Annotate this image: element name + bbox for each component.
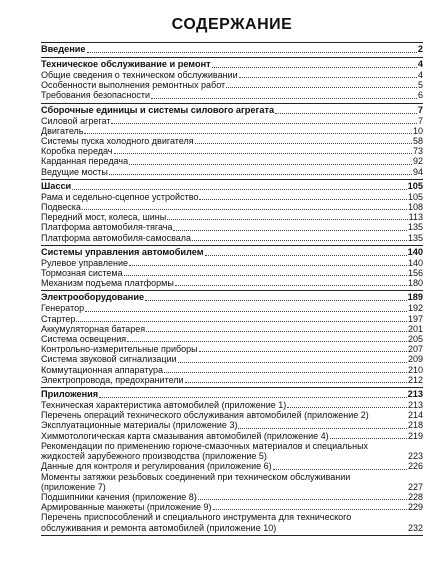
toc-entry[interactable] [41,146,423,156]
page-number: 140 [407,246,423,257]
toc-entry[interactable] [41,202,423,212]
toc-entry[interactable] [41,400,423,410]
page-number: 7 [417,115,423,126]
toc-entry[interactable] [41,212,423,222]
page-number: 180 [407,278,423,289]
section-heading-label: Техническое обслуживание и ремонт [41,59,211,69]
toc-entry-label: Платформа автомобиля-самосвала [41,232,192,243]
toc-section [41,180,423,246]
toc-entry[interactable] [41,354,423,364]
leader-dots [124,275,407,276]
leader-dots [87,52,417,53]
section-heading[interactable] [41,292,423,303]
toc-entry[interactable] [41,365,423,375]
page-number: 4 [417,70,423,80]
toc-entry[interactable] [41,126,423,136]
toc-entry-label: Генератор [41,303,85,314]
toc-entry[interactable] [41,90,423,100]
toc-entry[interactable] [41,512,423,532]
page-number: 58 [412,136,423,147]
page-number: 10 [412,125,423,136]
leader-dots [226,87,417,88]
toc-section [41,104,423,180]
leader-dots [151,98,417,99]
toc-entry-label: Аккумуляторная батарея [41,323,146,334]
leader-dots [72,189,406,190]
toc-entry[interactable] [41,420,423,430]
toc-entry-label: Электропровода, предохранители [41,374,184,385]
leader-dots [173,230,407,231]
leader-dots [205,255,407,256]
toc-section [41,291,423,388]
page-number: 135 [407,232,423,243]
leader-dots [76,321,407,322]
page-number: 4 [417,59,423,69]
page-number: 108 [407,202,423,213]
leader-dots [199,351,407,352]
page-number: 218 [407,420,423,431]
toc-entry-label: Двигатель [41,125,84,136]
page-number: 201 [407,323,423,334]
page-number: 7 [417,104,423,115]
toc-entry[interactable] [41,233,423,243]
section-heading-label: Введение [41,44,86,54]
leader-dots [185,382,407,383]
toc-entry[interactable] [41,192,423,202]
section-heading[interactable] [41,389,423,400]
toc-entry-label: Тормозная система [41,268,123,279]
toc-entry[interactable] [41,136,423,146]
toc-entry[interactable] [41,492,423,502]
page-number: 213 [407,389,423,400]
page-number: 140 [407,257,423,268]
toc-entry-label: Контрольно-измерительные приборы [41,344,198,355]
toc-entry[interactable] [41,268,423,278]
toc-entry-label: Требования безопасности [41,90,151,101]
leader-dots [109,174,412,175]
leader-dots [146,331,407,332]
leader-dots [192,240,407,241]
toc-entry[interactable] [41,441,423,461]
toc-entry-label: Рама и седельно-сцепное устройство [41,191,199,202]
section-heading[interactable] [41,44,423,55]
toc-entry[interactable] [41,324,423,334]
toc-entry-label: Общие сведения о техническом обслуживании [41,70,238,80]
leader-dots [114,153,412,154]
page-number: 189 [407,292,423,303]
page-number: 232 [407,522,423,533]
section-heading[interactable] [41,59,423,70]
toc-entry[interactable] [41,461,423,471]
page-number: 210 [407,364,423,375]
section-heading[interactable] [41,247,423,258]
toc-entry[interactable] [41,156,423,166]
leader-dots [99,397,407,398]
leader-dots [287,407,407,408]
toc-section [41,58,423,104]
toc-entry[interactable] [41,222,423,232]
toc-section [41,388,423,536]
leader-dots [178,362,407,363]
page-number: 213 [407,400,423,411]
page-number: 214 [407,410,423,421]
toc-entry-label: Химмотологическая карта смазывания автомобилей (приложение 4) [41,430,329,441]
leader-dots [84,133,412,134]
page-number: 5 [417,80,423,91]
section-heading-label: Шасси [41,180,72,191]
toc-entry[interactable] [41,472,423,492]
toc-entry-label: Рекомендации по применению горюче-смазочных материалов и специальных жидкостей зарубежного производства (приложение 5) [41,440,369,462]
leader-dots [145,300,407,301]
toc-entry-label: Карданная передача [41,156,129,167]
leader-dots [167,219,407,220]
section-heading-label: Сборочные единицы и системы силового агрегата [41,104,275,115]
page-number: 105 [407,180,423,191]
page-number: 113 [408,212,423,223]
page-number: 92 [412,156,423,167]
section-heading-label: Системы управления автомобилем [41,246,204,257]
leader-dots [273,469,407,470]
page-number: 226 [407,461,423,472]
leader-dots [164,372,407,373]
toc-entry-label: Подвеска [41,202,81,213]
leader-dots [275,113,417,114]
section-heading[interactable] [41,181,423,192]
toc-entry-label: Коммутационная аппаратура [41,364,163,375]
toc-entry-label: Платформа автомобиля-тягача [41,222,173,233]
page-number: 192 [407,303,423,314]
page-number: 207 [407,344,423,355]
toc-entry[interactable] [41,80,423,90]
toc-entry-label: Армированные манжеты (приложение 9) [41,502,212,513]
page-number: 219 [407,430,423,441]
page-number: 209 [407,354,423,365]
toc-entry[interactable] [41,410,423,420]
section-heading[interactable] [41,105,423,116]
toc-entry-label: Ведущие мосты [41,166,108,177]
page-title: СОДЕРЖАНИЕ [171,16,293,33]
leader-dots [111,123,417,124]
page-number: 223 [407,451,423,462]
leader-dots [199,199,407,200]
toc-entry-label: Эксплуатационные материалы (приложение 3) [41,420,238,431]
leader-dots [85,311,407,312]
toc-section [41,43,423,58]
toc-entry-label: Система звуковой сигнализации [41,354,177,365]
page-number: 156 [407,268,423,279]
toc-entry-label: Стартер [41,313,76,324]
toc-entry-label: Перечень операций технического обслуживания автомобилей (приложение 2) [41,410,369,421]
leader-dots [212,67,417,68]
toc-entry-label: Рулевое управление [41,257,128,268]
toc-entry[interactable] [41,344,423,354]
toc-entry-label: Моменты затяжки резьбовых соединений при техническом обслуживании (приложение 7) [41,471,351,492]
toc-entry[interactable] [41,116,423,126]
toc-entry[interactable] [41,303,423,313]
table-of-contents [41,42,423,536]
toc-entry[interactable] [41,502,423,512]
leader-dots [239,77,417,78]
leader-dots [129,265,407,266]
toc-entry-label: Подшипники качения (приложение 8) [41,491,197,502]
page-number: 6 [417,90,423,101]
toc-entry-label: Системы пуска холодного двигателя [41,136,194,147]
toc-entry-label: Техническая характеристика автомобилей (приложение 1) [41,400,287,411]
section-heading-label: Электрооборудование [41,292,145,303]
page-number: 212 [407,374,423,385]
toc-entry[interactable] [41,70,423,80]
toc-entry[interactable] [41,431,423,441]
toc-entry-label: Система освещения [41,334,127,345]
toc-entry-label: Коробка передач [41,146,113,157]
toc-entry-label: Данные для контроля и регулирования (приложение 6) [41,461,272,472]
page-number: 229 [407,502,423,513]
leader-dots [213,509,407,510]
toc-entry[interactable] [41,375,423,385]
toc-entry[interactable] [41,167,423,177]
leader-dots [127,341,407,342]
page-number: 227 [407,481,423,492]
leader-dots [198,499,407,500]
leader-dots [175,285,407,286]
leader-dots [238,428,407,429]
toc-entry-label: Механизм подъема платформы [41,278,174,289]
leader-dots [82,209,407,210]
toc-section [41,246,423,292]
page-number: 135 [407,222,423,233]
leader-dots [195,143,412,144]
page-number: 73 [412,146,423,157]
page-number: 94 [412,166,423,177]
toc-entry-label: Силовой агрегат [41,115,111,126]
toc-entry[interactable] [41,314,423,324]
section-heading-label: Приложения [41,389,99,400]
page-number: 205 [407,334,423,345]
leader-dots [330,438,407,439]
toc-entry-label: Передний мост, колеса, шины [41,212,167,223]
toc-entry[interactable] [41,278,423,288]
toc-entry-label: Особенности выполнения ремонтных работ [41,80,226,91]
page-number: 105 [407,191,423,202]
toc-entry[interactable] [41,334,423,344]
page-number: 228 [407,491,423,502]
page-number: 2 [417,44,423,54]
toc-entry-label: Перечень приспособлений и специального инструмента для технического обслуживания и ремонта автомобилей (приложение 10) [41,512,352,533]
page-number: 197 [407,313,423,324]
toc-entry[interactable] [41,258,423,268]
leader-dots [129,164,412,165]
